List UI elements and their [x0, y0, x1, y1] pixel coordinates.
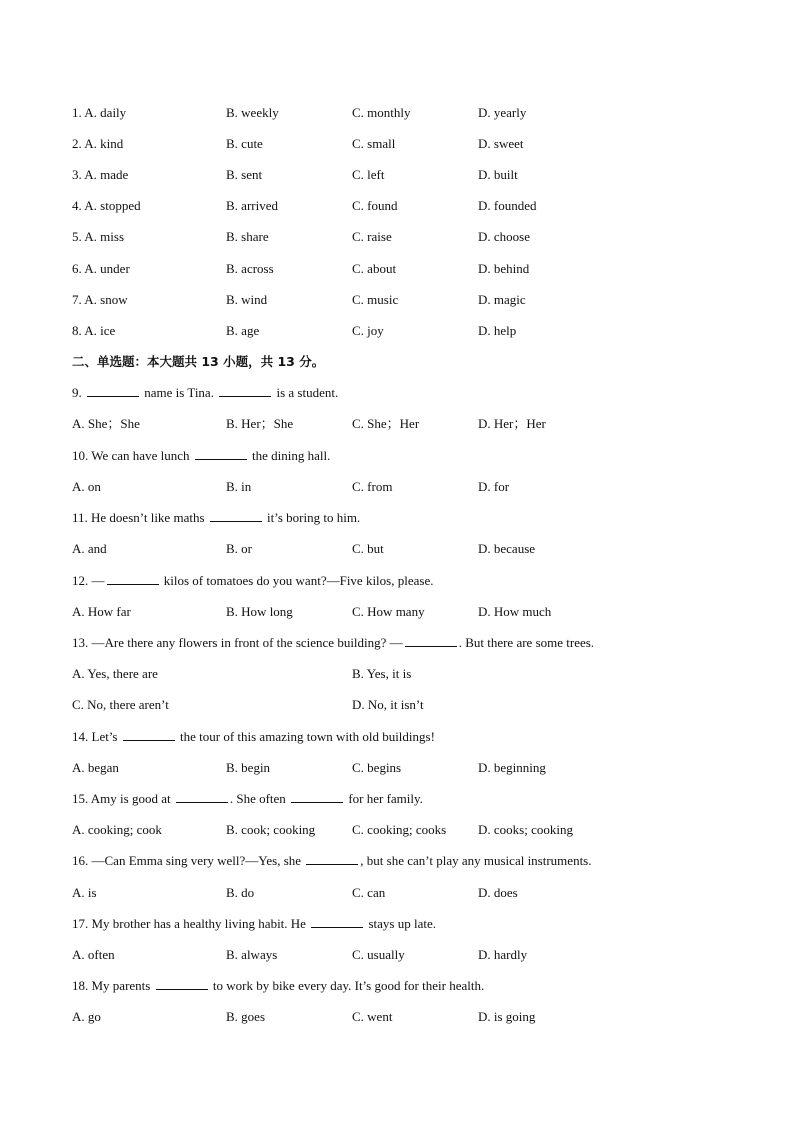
- question-stem: [72, 571, 752, 591]
- option-a: A. and: [72, 541, 107, 556]
- option-b: B. age: [226, 323, 260, 338]
- option-a: A. often: [72, 947, 115, 962]
- option-b: B. or: [226, 541, 252, 556]
- option-row: [72, 695, 752, 715]
- answer-blank: [291, 789, 343, 803]
- option-d: D. founded: [478, 198, 537, 213]
- question-stem: [72, 789, 752, 809]
- cloze-option-row: [72, 196, 752, 216]
- option-d: D. because: [478, 541, 536, 556]
- answer-blank: [306, 851, 358, 865]
- option-a: A. Yes, there are: [72, 666, 158, 681]
- answer-blank: [405, 633, 457, 647]
- option-c: C. from: [352, 479, 393, 494]
- option-b: B. sent: [226, 167, 263, 182]
- cloze-option-row: [72, 259, 752, 279]
- question-text: kilos of tomatoes do you want?—Five kilos, please.: [163, 573, 434, 588]
- option-d: D. behind: [478, 261, 530, 276]
- answer-blank: [156, 976, 208, 990]
- option-a: 1. A. daily: [72, 105, 127, 120]
- question-text: , but she can’t play any musical instruments.: [360, 853, 592, 868]
- question-stem: [72, 976, 752, 996]
- option-b: B. in: [226, 479, 252, 494]
- cloze-option-row: [72, 103, 752, 123]
- option-c: C. monthly: [352, 105, 411, 120]
- option-c: C. begins: [352, 760, 402, 775]
- option-c: C. can: [352, 885, 386, 900]
- option-d: D. hardly: [478, 947, 528, 962]
- question-text: it’s boring to him.: [267, 510, 361, 525]
- cloze-option-row: [72, 227, 752, 247]
- option-a: 7. A. snow: [72, 292, 128, 307]
- cloze-option-row: [72, 165, 752, 185]
- option-b: B. cute: [226, 136, 263, 151]
- question-text: 9.: [72, 385, 82, 400]
- answer-blank: [123, 727, 175, 741]
- option-b: B. begin: [226, 760, 271, 775]
- option-a: A. began: [72, 760, 119, 775]
- option-c: C. left: [352, 167, 385, 182]
- question-stem: [72, 633, 752, 653]
- question-text: 16. —Can Emma sing very well?—Yes, she: [72, 853, 302, 868]
- question-text: the tour of this amazing town with old buildings!: [180, 729, 435, 744]
- option-b: B. weekly: [226, 105, 279, 120]
- option-b: B. arrived: [226, 198, 278, 213]
- question-text: name is Tina.: [144, 385, 214, 400]
- option-b: B. How long: [226, 604, 293, 619]
- question-text: is a student.: [276, 385, 339, 400]
- option-a: 6. A. under: [72, 261, 130, 276]
- option-a: 4. A. stopped: [72, 198, 141, 213]
- option-c: C. found: [352, 198, 398, 213]
- option-row: [72, 758, 752, 778]
- option-b: B. Yes, it is: [352, 666, 412, 681]
- option-d: D. No, it isn’t: [352, 697, 424, 712]
- option-c: C. small: [352, 136, 396, 151]
- question-text: 15. Amy is good at: [72, 791, 171, 806]
- question-text: 10. We can have lunch: [72, 448, 190, 463]
- question-text: 12. —: [72, 573, 105, 588]
- question-stem: [72, 914, 752, 934]
- option-a: A. go: [72, 1009, 101, 1024]
- option-row: [72, 945, 752, 965]
- option-d: D. yearly: [478, 105, 527, 120]
- question-text: 13. —Are there any flowers in front of the science building? —: [72, 635, 403, 650]
- question-text: . But there are some trees.: [458, 635, 595, 650]
- section-heading: 二、单选题：本大题共 13 小题，共 13 分。: [72, 354, 325, 369]
- option-d: D. does: [478, 885, 518, 900]
- option-d: D. choose: [478, 229, 530, 244]
- option-d: D. sweet: [478, 136, 524, 151]
- option-d: D. magic: [478, 292, 526, 307]
- question-text: for her family.: [348, 791, 423, 806]
- option-b: B. cook; cooking: [226, 822, 316, 837]
- option-c: C. music: [352, 292, 399, 307]
- option-row: [72, 414, 752, 434]
- option-c: C. usually: [352, 947, 405, 962]
- answer-blank: [87, 383, 139, 397]
- option-c: C. joy: [352, 323, 384, 338]
- question-text: to work by bike every day. It’s good for their health.: [212, 978, 485, 993]
- option-d: D. for: [478, 479, 510, 494]
- option-d: D. help: [478, 323, 517, 338]
- option-d: D. built: [478, 167, 518, 182]
- option-c: C. She；Her: [352, 416, 420, 431]
- option-b: B. Her；She: [226, 416, 294, 431]
- option-c: C. went: [352, 1009, 393, 1024]
- option-d: D. beginning: [478, 760, 546, 775]
- cloze-option-row: [72, 321, 752, 341]
- option-c: C. about: [352, 261, 397, 276]
- question-stem: [72, 727, 752, 747]
- option-d: D. Her；Her: [478, 416, 546, 431]
- option-row: [72, 477, 752, 497]
- option-row: [72, 883, 752, 903]
- option-c: C. No, there aren’t: [72, 697, 169, 712]
- answer-blank: [219, 383, 271, 397]
- option-a: 2. A. kind: [72, 136, 124, 151]
- cloze-option-row: [72, 134, 752, 154]
- option-d: D. is going: [478, 1009, 536, 1024]
- question-text: 17. My brother has a healthy living habit. He: [72, 916, 306, 931]
- option-row: [72, 820, 752, 840]
- question-stem: [72, 383, 752, 403]
- option-a: A. is: [72, 885, 97, 900]
- option-a: A. on: [72, 479, 101, 494]
- option-a: A. cooking; cook: [72, 822, 162, 837]
- option-a: A. She；She: [72, 416, 140, 431]
- option-row: [72, 602, 752, 622]
- question-text: stays up late.: [368, 916, 436, 931]
- option-b: B. across: [226, 261, 274, 276]
- option-b: B. always: [226, 947, 278, 962]
- option-c: C. cooking; cooks: [352, 822, 447, 837]
- question-stem: [72, 508, 752, 528]
- option-row: [72, 664, 752, 684]
- option-b: B. do: [226, 885, 255, 900]
- answer-blank: [107, 571, 159, 585]
- option-a: 8. A. ice: [72, 323, 116, 338]
- answer-blank: [176, 789, 228, 803]
- option-b: B. wind: [226, 292, 268, 307]
- question-text: 14. Let’s: [72, 729, 118, 744]
- option-row: [72, 1007, 752, 1027]
- option-b: B. goes: [226, 1009, 265, 1024]
- option-a: 5. A. miss: [72, 229, 125, 244]
- answer-blank: [210, 508, 262, 522]
- option-d: D. How much: [478, 604, 552, 619]
- option-a: A. How far: [72, 604, 131, 619]
- option-c: C. raise: [352, 229, 392, 244]
- option-row: [72, 539, 752, 559]
- option-c: C. How many: [352, 604, 425, 619]
- question-text: the dining hall.: [251, 448, 331, 463]
- cloze-option-row: [72, 290, 752, 310]
- question-text: 18. My parents: [72, 978, 151, 993]
- option-b: B. share: [226, 229, 269, 244]
- answer-blank: [195, 446, 247, 460]
- option-c: C. but: [352, 541, 384, 556]
- answer-blank: [311, 914, 363, 928]
- question-stem: [72, 446, 752, 466]
- question-stem: [72, 851, 752, 871]
- option-a: 3. A. made: [72, 167, 129, 182]
- option-d: D. cooks; cooking: [478, 822, 573, 837]
- question-text: 11. He doesn’t like maths: [72, 510, 205, 525]
- question-text: . She often: [229, 791, 286, 806]
